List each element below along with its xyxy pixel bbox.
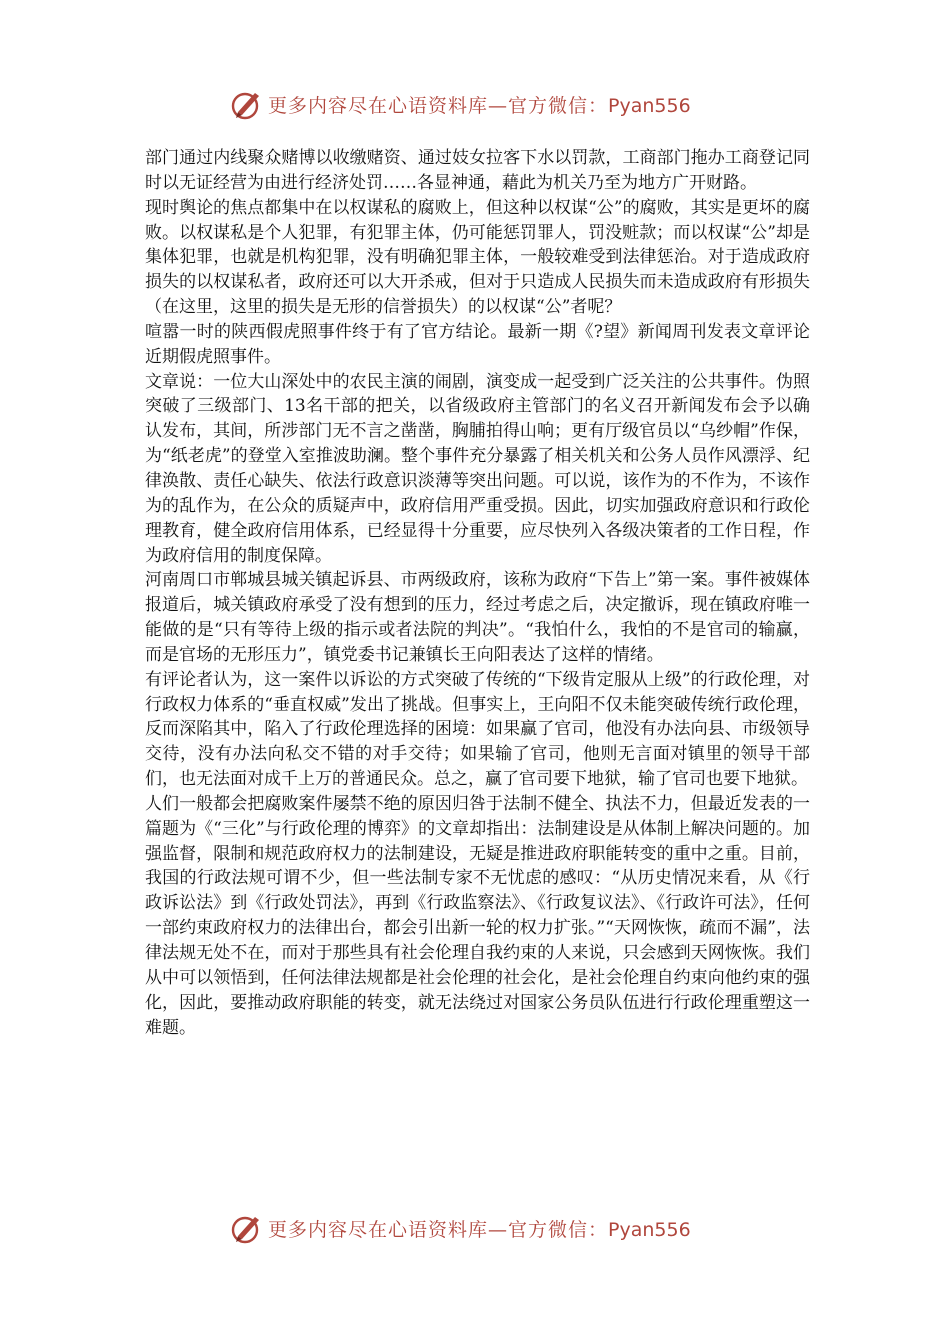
paragraph: 现时舆论的焦点都集中在以权谋私的腐败上，但这种以权谋“公”的腐败，其实是更坏的腐败。以权谋私是个人犯罪，有犯罪主体，仍可能惩罚罪人，罚没赃款；而以权谋“公”却是集体犯罪，也就是机构犯罪，没有明确犯罪主体，一般较难受到法律惩治。对于造成政府损失的以权谋私者，政府还可以大开杀戒，但对于只造成人民损失而未造成政府有形损失（在这里，这里的损失是无形的信誉损失）的以权谋“公”者呢？ xyxy=(145,197,810,318)
watermark-text: 更多内容尽在心语资料库—官方微信：Pyan556 xyxy=(268,1218,691,1241)
header-watermark xyxy=(228,84,691,124)
paragraph: 有评论者认为，这一案件以诉讼的方式突破了传统的“下级肯定服从上级”的行政伦理，对行政权力体系的“垂直权威”发出了挑战。但事实上，王向阳不仅未能突破传统行政伦理，反而深陷其中，陷入了行政伦理选择的困境：如果赢了官司，他没有办法向县、市级领导交待，没有办法向私交不错的对手交待；如果输了官司，他则无言面对镇里的领导干部们，也无法面对成千上万的普通民众。总之，赢了官司要下地狱，输了官司也要下地狱。 xyxy=(145,669,810,790)
paragraph: 部门通过内线聚众赌博以收缴赌资、通过妓女拉客下水以罚款，工商部门拖办工商登记同时以无证经营为由进行经济处罚……各显神通，藉此为机关乃至为地方广开财路。 xyxy=(145,148,810,193)
paragraph: 喧嚣一时的陕西假虎照事件终于有了官方结论。最新一期《?望》新闻周刊发表文章评论近期假虎照事件。 xyxy=(145,321,810,367)
document-body xyxy=(145,146,810,1040)
paragraph: 文章说：一位大山深处中的农民主演的闹剧，演变成一起受到广泛关注的公共事件。伪照突破了三级部门、13名干部的把关，以省级政府主管部门的名义召开新闻发布会予以确认发布，其间，所涉部门无不言之凿凿，胸脯拍得山响；更有厅级官员以“乌纱帽”作保，为“纸老虎”的登堂入室推波助澜。整个事件充分暴露了相关机关和公务人员作风漂浮、纪律涣散、责任心缺失、依法行政意识淡薄等突出问题。可以说，该作为的不作为，不该作为的乱作为，在公众的质疑声中，政府信用严重受损。因此，切实加强政府意识和行政伦理教育，健全政府信用体系，已经显得十分重要，应尽快列入各级决策者的工作日程，作为政府信用的制度保障。 xyxy=(145,371,810,566)
pen-logo-icon xyxy=(228,1210,264,1246)
watermark-handle: Pyan556 xyxy=(608,1218,691,1241)
watermark-text: 更多内容尽在心语资料库—官方微信：Pyan556 xyxy=(268,94,691,117)
footer-watermark xyxy=(228,1208,691,1248)
paragraph: 河南周口市郸城县城关镇起诉县、市两级政府，该称为政府“下告上”第一案。事件被媒体报道后，城关镇政府承受了没有想到的压力，经过考虑之后，决定撤诉，现在镇政府唯一能做的是“只有等待上级的指示或者法院的判决”。“我怕什么，我怕的不是官司的输赢，而是官场的无形压力”，镇党委书记兼镇长王向阳表达了这样的情绪。 xyxy=(145,570,810,665)
pen-logo-icon xyxy=(228,86,264,122)
paragraph: 人们一般都会把腐败案件屡禁不绝的原因归咎于法制不健全、执法不力，但最近发表的一篇题为《“三化”与行政伦理的博弈》的文章却指出：法制建设是从体制上解决问题的。加强监督，限制和规范政府权力的法制建设，无疑是推进政府职能转变的重中之重。目前，我国的行政法规可谓不少，但一些法制专家不无忧虑的感叹：“从历史情况来看，从《行政诉讼法》到《行政处罚法》，再到《行政监察法》、《行政复议法》、《行政许可法》，任何一部约束政府权力的法律出台，都会引出新一轮的权力扩张。”“天网恢恢，疏而不漏”，法律法规无处不在，而对于那些具有社会伦理自我约束的人来说，只会感到天网恢恢。我们从中可以领悟到，任何法律法规都是社会伦理的社会化，是社会伦理自约束向他约束的强化，因此，要推动政府职能的转变，就无法绕过对国家公务员队伍进行行政伦理重塑这一难题。 xyxy=(145,793,810,1038)
watermark-handle: Pyan556 xyxy=(608,94,691,117)
